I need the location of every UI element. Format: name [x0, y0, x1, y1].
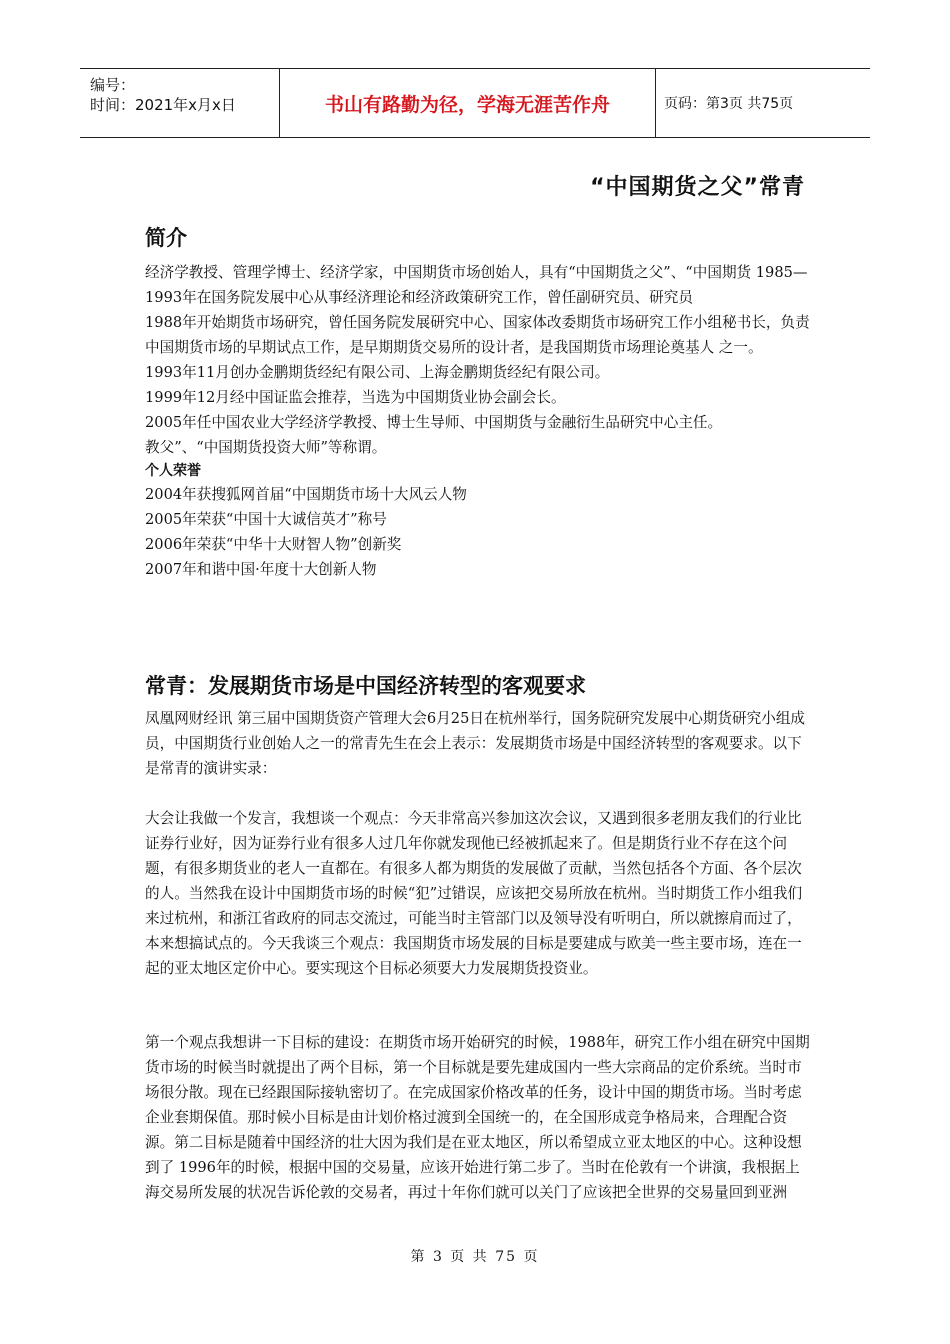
honor-item: 2006年荣获“中华十大财智人物”创新奖: [145, 536, 402, 553]
intro-heading: 简介: [145, 226, 187, 250]
page-header: [80, 68, 870, 138]
speech-lead: [145, 706, 810, 781]
document-title: “中国期货之父”常青: [590, 175, 805, 200]
honor-item: 2007年和谐中国·年度十大创新人物: [145, 561, 377, 578]
header-motto: 书山有路勤为径，学海无涯苦作舟: [280, 69, 656, 137]
intro-paragraph: 教父”、“中国期货投资大师”等称谓。: [145, 439, 387, 456]
intro-section: [145, 260, 810, 582]
speech-paragraph: 大会让我做一个发言，我想谈一个观点：今天非常高兴参加这次会议，又遇到很多老朋友我们的行业比证券行业好，因为证券行业有很多人过几年你就发现他已经被抓起来了。但是期货行业不存在这个问题，有很多期货业的老人一直都在。有很多人都为期货的发展做了贡献，当然包括各个方面、各个层次的人。当然我在设计中国期货市场的时候“犯”过错误，应该把交易所放在杭州。当时期货工作小组我们来过杭州，和浙江省政府的同志交流过，可能当时主管部门以及领导没有听明白，所以就擦肩而过了，本来想搞试点的。今天我谈三个观点：我国期货市场发展的目标是要建成与欧美一些主要市场，连在一起的亚太地区定价中心。要实现这个目标必须要大力发展期货投资业。: [145, 810, 803, 977]
intro-paragraph: 1999年12月经中国证监会推荐，当选为中国期货业协会副会长。: [145, 389, 566, 406]
honors-heading: 个人荣誉: [145, 463, 201, 479]
honor-item: 2004年获搜狐网首届“中国期货市场十大风云人物: [145, 486, 467, 503]
intro-paragraph: 1993年11月创办金鹏期货经纪有限公司、上海金鹏期货经纪有限公司。: [145, 364, 610, 381]
speech-heading: 常青：发展期货市场是中国经济转型的客观要求: [145, 674, 586, 698]
page-footer: 第 3 页 共 75 页: [410, 1249, 540, 1265]
intro-paragraph: 2005年任中国农业大学经济学教授、博士生导师、中国期货与金融衍生品研究中心主任。: [145, 414, 723, 431]
intro-paragraph: 1988年开始期货市场研究，曾任国务院发展研究中心、国家体改委期货市场研究工作小组秘书长，负责中国期货市场的早期试点工作，是早期期货交易所的设计者，是我国期货市场理论奠基人 之一。: [145, 314, 810, 356]
code-label: 编号：: [90, 76, 136, 94]
header-page-info: 页码：第3页 共75页: [664, 96, 794, 112]
speech-paragraph: 第一个观点我想讲一下目标的建设：在期货市场开始研究的时候，1988年，研究工作小组在研究中国期货市场的时候当时就提出了两个目标，第一个目标就是要先建成国内一些大宗商品的定价系统。当时市场很分散。现在已经跟国际接轨密切了。在完成国家价格改革的任务，设计中国的期货市场。当时考虑企业套期保值。那时候小目标是由计划价格过渡到全国统一的，在全国形成竞争格局来，合理配合资源。第二目标是随着中国经济的壮大因为我们是在亚太地区，所以希望成立亚太地区的中心。这种设想到了 1996年的时候，根据中国的交易量，应该开始进行第二步了。当时在伦敦有一个讲演，我根据上海交易所发展的状况告诉伦敦的交易者，再过十年你们就可以关门了应该把全世界的交易量回到亚洲: [145, 1034, 810, 1201]
time-label: 时间：2021年x月x日: [90, 96, 236, 114]
header-meta: [80, 69, 280, 137]
speech-lead-paragraph: 凤凰网财经讯 第三届中国期货资产管理大会6月25日在杭州举行，国务院研究发展中心期货研究小组成员，中国期货行业创始人之一的常青先生在会上表示：发展期货市场是中国经济转型的客观要求。以下是常青的演讲实录：: [145, 710, 806, 777]
intro-paragraph: 经济学教授、管理学博士、经济学家，中国期货市场创始人，具有“中国期货之父”、“中国期货 1985—1993年在国务院发展中心从事经济理论和经济政策研究工作，曾任副研究员、研究员: [145, 264, 808, 306]
speech-paragraph-2: [145, 1030, 810, 1205]
speech-paragraph-1: [145, 806, 810, 981]
honor-item: 2005年荣获“中国十大诚信英才”称号: [145, 511, 387, 528]
